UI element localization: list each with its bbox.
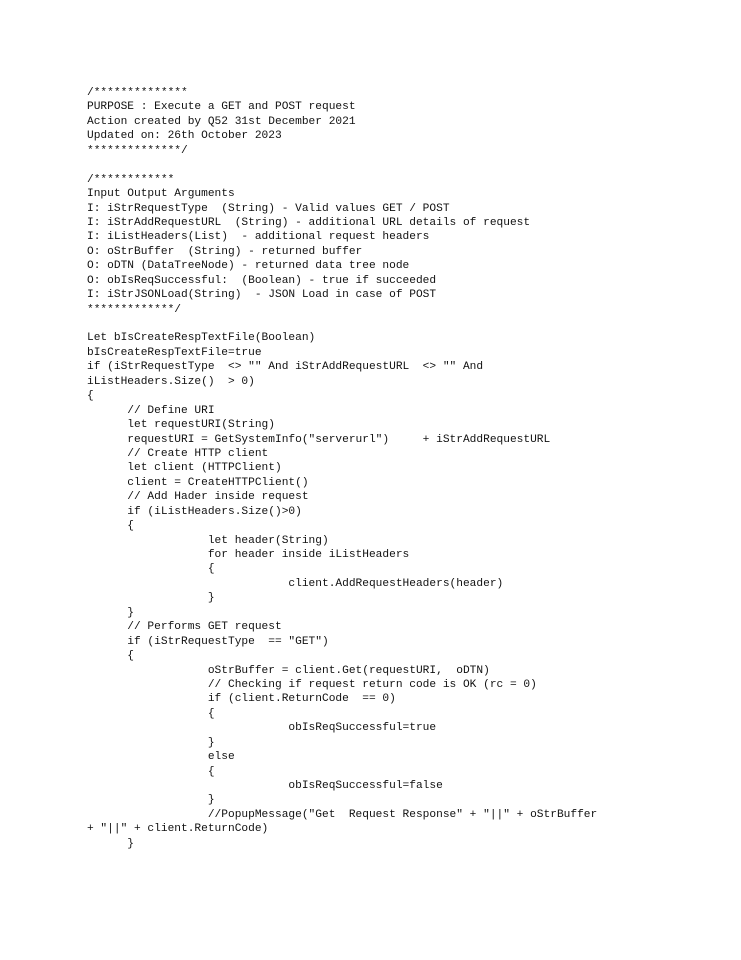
code-line: O: oDTN (DataTreeNode) - returned data tree node: [87, 260, 410, 273]
code-line: {: [87, 765, 215, 778]
code-line: let header(String): [87, 534, 329, 547]
code-line: obIsReqSuccessful=true: [87, 722, 437, 735]
code-line: // Checking if request return code is OK (rc = 0): [87, 678, 537, 691]
code-line: if (iStrRequestType <> "" And iStrAddRequestURL <> "" And: [87, 361, 484, 374]
code-line: //PopupMessage("Get Request Response" + "||" + oStrBuffer: [87, 808, 598, 821]
code-line: }: [87, 736, 215, 749]
code-line: // Define URI: [87, 404, 215, 417]
code-line: // Create HTTP client: [87, 447, 269, 460]
code-line: + "||" + client.ReturnCode): [87, 823, 269, 836]
code-line: }: [87, 606, 134, 619]
code-line: /************: [87, 173, 175, 186]
code-line: let client (HTTPClient): [87, 462, 282, 475]
code-line: {: [87, 563, 215, 576]
code-line: I: iStrJSONLoad(String) - JSON Load in case of POST: [87, 289, 437, 302]
code-line: else: [87, 751, 235, 764]
code-line: Action created by Q52 31st December 2021: [87, 115, 356, 128]
code-line: // Performs GET request: [87, 621, 282, 634]
code-line: client = CreateHTTPClient(): [87, 476, 309, 489]
code-line: for header inside iListHeaders: [87, 549, 410, 561]
code-line: requestURI = GetSystemInfo("serverurl") + iStrAddRequestURL: [87, 433, 551, 446]
code-line: {: [87, 707, 215, 720]
code-line: Let bIsCreateRespTextFile(Boolean): [87, 332, 316, 345]
code-line: [87, 158, 727, 172]
code-line: }: [87, 794, 215, 807]
code-line: client.AddRequestHeaders(header): [87, 577, 504, 590]
code-line: if (iStrRequestType == "GET"): [87, 635, 329, 648]
code-line: Updated on: 26th October 2023: [87, 130, 282, 143]
code-line: *************/: [87, 303, 181, 316]
code-line: iListHeaders.Size() > 0): [87, 375, 255, 388]
code-line: O: obIsReqSuccessful: (Boolean) - true if succeeded: [87, 274, 437, 287]
code-line: I: iStrAddRequestURL (String) - additional URL details of request: [87, 216, 531, 229]
code-line: PURPOSE : Execute a GET and POST request: [87, 101, 356, 114]
code-line: {: [87, 520, 134, 533]
code-line: let requestURI(String): [87, 419, 275, 432]
code-line: obIsReqSuccessful=false: [87, 780, 443, 792]
code-line: {: [87, 650, 134, 663]
code-line: I: iListHeaders(List) - additional request headers: [87, 231, 430, 244]
code-line: if (iListHeaders.Size()>0): [87, 505, 302, 518]
code-line: **************/: [87, 144, 188, 157]
code-block: [87, 86, 727, 851]
code-line: }: [87, 837, 134, 850]
code-line: }: [87, 592, 215, 605]
code-line: oStrBuffer = client.Get(requestURI, oDTN): [87, 664, 490, 677]
code-line: bIsCreateRespTextFile=true: [87, 346, 262, 359]
code-line: Input Output Arguments: [87, 188, 235, 201]
code-line: I: iStrRequestType (String) - Valid values GET / POST: [87, 202, 450, 215]
code-line: {: [87, 390, 94, 403]
code-line: /**************: [87, 87, 188, 99]
code-line: if (client.ReturnCode == 0): [87, 693, 396, 706]
code-line: // Add Hader inside request: [87, 491, 309, 504]
code-line: O: oStrBuffer (String) - returned buffer: [87, 245, 363, 258]
code-line: [87, 317, 727, 331]
